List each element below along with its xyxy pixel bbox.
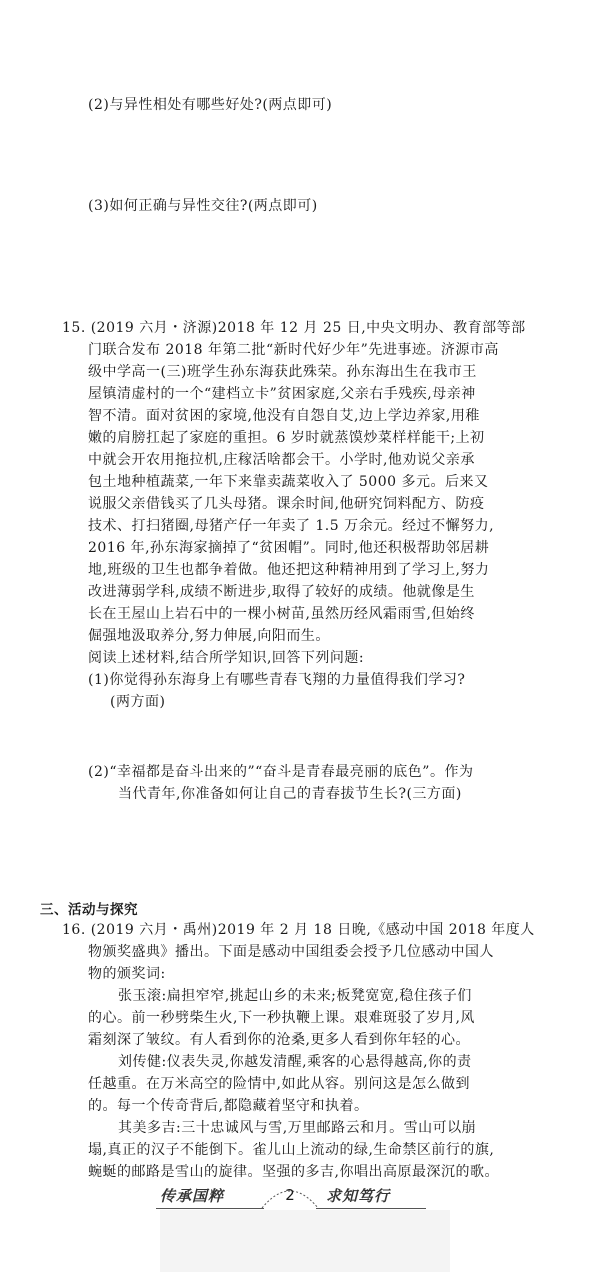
q15-line: 中就会开农用拖拉机,庄稼活啥都会干。小学时,他劝说父亲承 [88,452,475,468]
q15-line: 屋镇清虚村的一个“建档立卡”贫困家庭,父亲右手残疾,母亲神 [88,386,476,402]
q15-line: 说服父亲借钱买了几头母猪。课余时间,他研究饲料配方、防疫 [88,496,485,512]
q15-line: 15. (2019 六月・济源)2018 年 12 月 25 日,中央文明办、教育部等部 [62,320,526,336]
q16-line: 其美多吉:三十忠诚风与雪,万里邮路云和月。雪山可以崩 [118,1120,477,1136]
bottom-shade [160,1210,450,1272]
footer-rule-right [316,1208,426,1209]
q15-sub2-cont: 当代青年,你准备如何让自己的青春拔节生长?(三方面) [118,786,462,802]
q16-line: 16. (2019 六月・禹州)2019 年 2 月 18 日晚,《感动中国 2018 年度人 [62,922,535,938]
q16-line: 塌,真正的汉子不能倒下。雀儿山上流动的绿,生命禁区前行的旗, [88,1142,495,1158]
q14-sub2: (2)与异性相处有哪些好处?(两点即可) [88,97,333,113]
q15-line: 2016 年,孙东海家摘掉了“贫困帽”。同时,他还积极帮助邻居耕 [88,540,490,556]
q15-sub2: (2)“幸福都是奋斗出来的”“奋斗是青春最亮丽的底色”。作为 [88,764,474,780]
q16-line: 霜刻深了皱纹。有人看到你的沧桑,更多人看到你年轻的心。 [88,1032,470,1048]
q15-line: 地,班级的卫生也都争着做。他还把这种精神用到了学习上,努力 [88,562,490,578]
page-number: 2 [285,1186,295,1204]
q15-line: 嫩的肩膀扛起了家庭的重担。6 岁时就蒸馍炒菜样样能干;上初 [88,430,485,446]
q15-line: 级中学高一(三)班学生孙东海获此殊荣。孙东海出生在我市王 [88,364,477,380]
q15-line: 倔强地汲取养分,努力伸展,向阳而生。 [88,628,330,644]
q14-sub3: (3)如何正确与异性交往?(两点即可) [88,198,318,214]
q15-line: 长在王屋山上岩石中的一棵小树苗,虽然历经风霜雨雪,但始终 [88,606,475,622]
q16-line: 物颁奖盛典》播出。下面是感动中国组委会授予几位感动中国人 [88,944,494,960]
q15-line: 门联合发布 2018 年第二批“新时代好少年”先进事迹。济源市高 [88,342,499,358]
q16-line: 任越重。在万米高空的险情中,如此从容。别问这是怎么做到 [88,1076,470,1092]
q16-line: 的。每一个传奇背后,都隐藏着坚守和执着。 [88,1098,369,1114]
footer-right-text: 求知笃行 [326,1187,391,1205]
q15-line: 技术、打扫猪圈,母猪产仔一年卖了 1.5 万余元。经过不懈努力, [88,518,495,534]
q16-line: 的心。前一秒劈柴生火,下一秒执鞭上课。艰难斑驳了岁月,风 [88,1010,475,1026]
page-footer [150,1180,450,1214]
q15-line: 改进薄弱学科,成绩不断进步,取得了较好的成绩。他就像是生 [88,584,475,600]
q16-line: 蜿蜒的邮路是雪山的旋律。坚强的多吉,你唱出高原最深沉的歌。 [88,1164,499,1180]
q15-line: 智不清。面对贫困的家境,他没有自怨自艾,边上学边养家,用稚 [88,408,480,424]
q16-line: 张玉滚:扁担窄窄,挑起山乡的未来;板凳宽宽,稳住孩子们 [118,988,472,1004]
q15-sub1: (1)你觉得孙东海身上有哪些青春飞翔的力量值得我们学习? [88,672,466,688]
q15-line: 包土地种植蔬菜,一年下来靠卖蔬菜收入了 5000 多元。后来又 [88,474,489,490]
q15-line: 阅读上述材料,结合所学知识,回答下列问题: [88,650,365,666]
q16-line: 物的颁奖词: [88,966,166,982]
footer-left-text: 传承国粹 [160,1187,225,1205]
footer-rule-left [156,1208,264,1209]
q16-line: 刘传健:仪表失灵,你越发清醒,乘客的心悬得越高,你的责 [118,1054,472,1070]
q15-sub1-note: (两方面) [110,694,166,710]
section-title: 三、活动与探究 [40,902,138,918]
